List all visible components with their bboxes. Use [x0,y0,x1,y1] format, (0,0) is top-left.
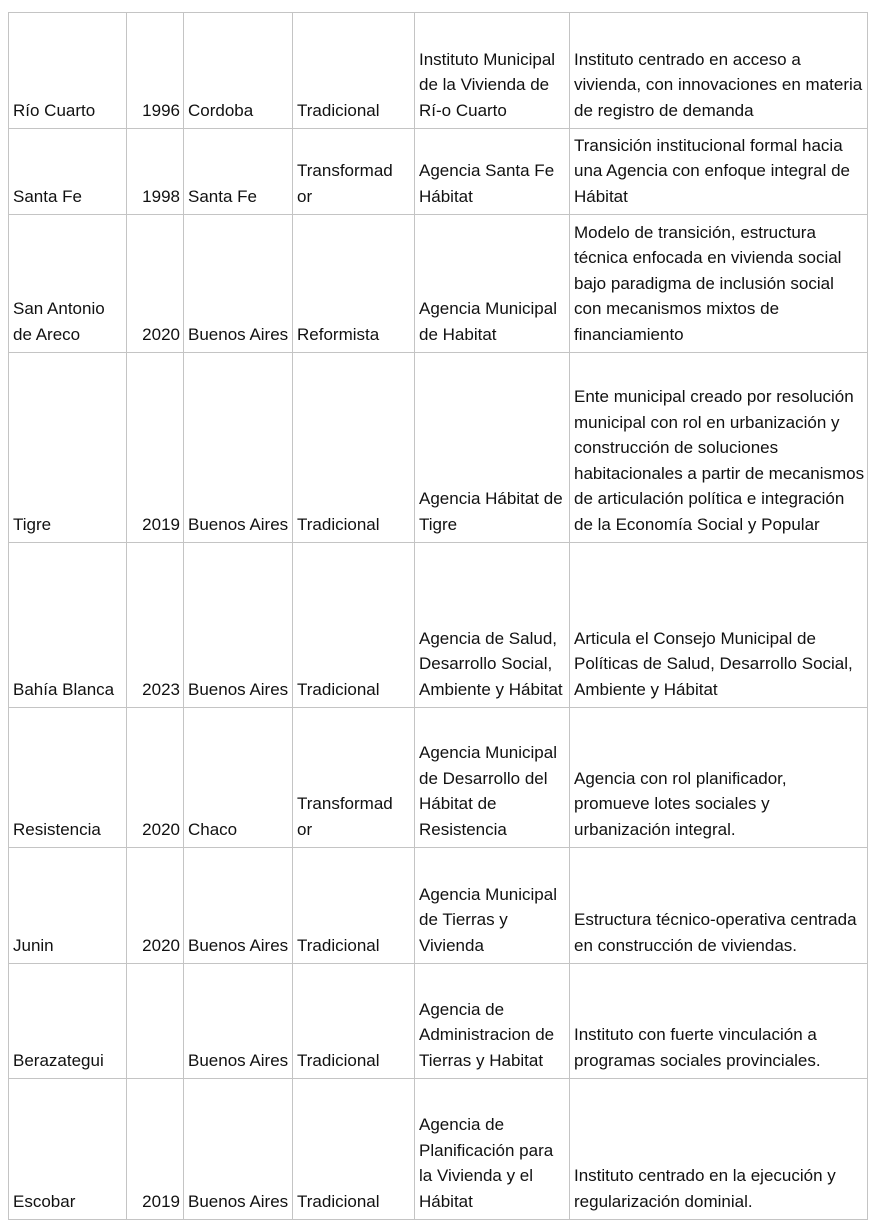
table-row [9,353,868,543]
table-row [9,964,868,1079]
table-row [9,543,868,708]
province-cell: Santa Fe [184,129,293,215]
province-cell: Buenos Aires [184,353,293,543]
city-cell: Tigre [9,353,127,543]
province-cell: Cordoba [184,13,293,129]
description-cell: Instituto con fuerte vinculación a programas sociales provinciales. [570,964,868,1079]
type-cell: Tradicional [293,543,415,708]
agency-cell: Agencia Santa Fe Hábitat [415,129,570,215]
agency-cell: Agencia de Planificación para la Vivienda y el Hábitat [415,1079,570,1220]
table-row [9,848,868,964]
table-row [9,708,868,848]
description-cell: Estructura técnico-operativa centrada en construcción de viviendas. [570,848,868,964]
table-row [9,13,868,129]
year-cell: 1996 [127,13,184,129]
province-cell: Buenos Aires [184,543,293,708]
province-cell: Buenos Aires [184,1079,293,1220]
year-cell: 2020 [127,848,184,964]
type-cell: Tradicional [293,353,415,543]
table-row [9,215,868,353]
description-cell: Agencia con rol planificador, promueve lotes sociales y urbanización integral. [570,708,868,848]
agency-cell: Agencia Municipal de Habitat [415,215,570,353]
province-cell: Buenos Aires [184,215,293,353]
type-cell [293,129,415,215]
agency-cell: Agencia de Administracion de Tierras y Habitat [415,964,570,1079]
year-cell [127,964,184,1079]
table-row [9,1079,868,1220]
description-cell: Transición institucional formal hacia una Agencia con enfoque integral de Hábitat [570,129,868,215]
city-cell: Resistencia [9,708,127,848]
type-cell [293,708,415,848]
type-cell: Tradicional [293,964,415,1079]
municipal-agencies-table [8,12,868,1220]
type-label: Transformad or [297,161,393,206]
agency-cell: Instituto Municipal de la Vivienda de Rí-o Cuarto [415,13,570,129]
description-cell: Ente municipal creado por resolución municipal con rol en urbanización y construcción de soluciones habitacionales a partir de mecanismos de articulación política e integración de la Economía Social y Popular [570,353,868,543]
type-cell: Tradicional [293,848,415,964]
city-cell: Santa Fe [9,129,127,215]
year-cell: 2019 [127,1079,184,1220]
agency-cell: Agencia Municipal de Tierras y Vivienda [415,848,570,964]
province-cell: Buenos Aires [184,964,293,1079]
description-cell: Articula el Consejo Municipal de Políticas de Salud, Desarrollo Social, Ambiente y Hábitat [570,543,868,708]
agency-cell: Agencia Municipal de Desarrollo del Hábitat de Resistencia [415,708,570,848]
agency-cell: Agencia de Salud, Desarrollo Social, Ambiente y Hábitat [415,543,570,708]
province-cell: Chaco [184,708,293,848]
city-cell: Berazategui [9,964,127,1079]
table-row [9,129,868,215]
city-cell: Escobar [9,1079,127,1220]
description-cell: Instituto centrado en acceso a vivienda, con innovaciones en materia de registro de demanda [570,13,868,129]
type-cell: Reformista [293,215,415,353]
year-cell: 2019 [127,353,184,543]
type-cell: Tradicional [293,1079,415,1220]
year-cell: 2020 [127,708,184,848]
type-label: Transformad or [297,794,393,839]
agency-cell: Agencia Hábitat de Tigre [415,353,570,543]
province-cell: Buenos Aires [184,848,293,964]
city-cell: Río Cuarto [9,13,127,129]
year-cell: 2023 [127,543,184,708]
city-cell: San Antonio de Areco [9,215,127,353]
description-cell: Instituto centrado en la ejecución y regularización dominial. [570,1079,868,1220]
city-cell: Junin [9,848,127,964]
type-cell: Tradicional [293,13,415,129]
year-cell: 1998 [127,129,184,215]
description-cell: Modelo de transición, estructura técnica enfocada en vivienda social bajo paradigma de inclusión social con mecanismos mixtos de financiamiento [570,215,868,353]
year-cell: 2020 [127,215,184,353]
city-cell: Bahía Blanca [9,543,127,708]
